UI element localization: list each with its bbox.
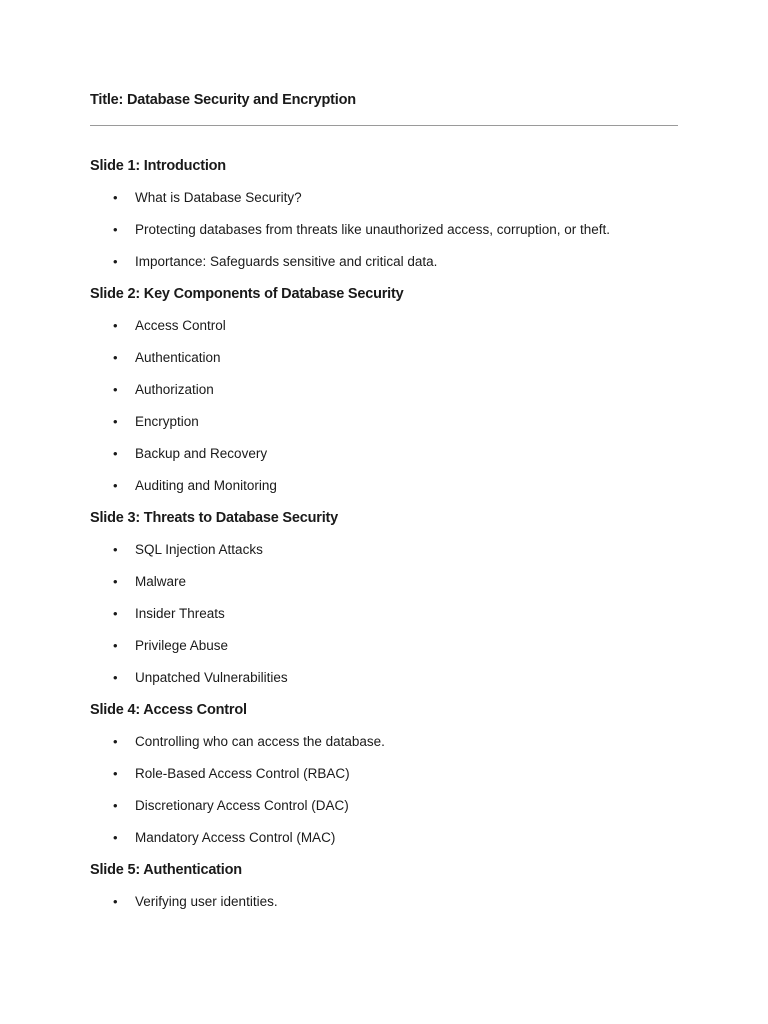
slide-heading: Slide 5: Authentication (90, 862, 242, 878)
slide-heading: Slide 1: Introduction (90, 158, 226, 174)
list-item-text: Protecting databases from threats like unauthorized access, corruption, or theft. (135, 222, 610, 237)
bullet-list (90, 892, 690, 924)
slide-heading: Slide 4: Access Control (90, 702, 247, 718)
bullet-icon: • (113, 254, 118, 269)
list-item-text: What is Database Security? (135, 190, 302, 205)
bullet-icon: • (113, 190, 118, 205)
bullet-icon: • (113, 574, 118, 589)
list-item-text: Auditing and Monitoring (135, 478, 277, 493)
bullet-icon: • (113, 766, 118, 781)
document-title: Title: Database Security and Encryption (90, 92, 356, 108)
list-item (90, 828, 690, 860)
list-item-text: Mandatory Access Control (MAC) (135, 830, 336, 845)
list-item-text: Encryption (135, 414, 199, 429)
list-item (90, 348, 690, 380)
bullet-icon: • (113, 446, 118, 461)
slide-section-2 (90, 284, 690, 508)
list-item-text: Discretionary Access Control (DAC) (135, 798, 349, 813)
list-item (90, 540, 690, 572)
bullet-list (90, 732, 690, 860)
bullet-icon: • (113, 670, 118, 685)
bullet-icon: • (113, 318, 118, 333)
bullet-icon: • (113, 734, 118, 749)
list-item-text: Backup and Recovery (135, 446, 268, 461)
bullet-icon: • (113, 798, 118, 813)
slide-heading: Slide 2: Key Components of Database Security (90, 286, 404, 302)
title-divider (90, 125, 678, 126)
list-item (90, 188, 690, 220)
list-item-text: Verifying user identities. (135, 894, 278, 909)
list-item (90, 380, 690, 412)
list-item-text: Insider Threats (135, 606, 225, 621)
list-item (90, 316, 690, 348)
bullet-icon: • (113, 414, 118, 429)
list-item-text: Unpatched Vulnerabilities (135, 670, 288, 685)
list-item (90, 732, 690, 764)
bullet-icon: • (113, 894, 118, 909)
bullet-list (90, 188, 690, 284)
list-item-text: Authentication (135, 350, 221, 365)
list-item-text: Malware (135, 574, 187, 589)
bullet-icon: • (113, 606, 118, 621)
bullet-list (90, 540, 690, 700)
document-body (90, 156, 690, 924)
list-item-text: Importance: Safeguards sensitive and critical data. (135, 254, 438, 269)
list-item-text: SQL Injection Attacks (135, 542, 263, 557)
list-item-text: Privilege Abuse (135, 638, 229, 653)
list-item (90, 220, 690, 252)
bullet-icon: • (113, 830, 118, 845)
list-item (90, 252, 690, 284)
slide-heading: Slide 3: Threats to Database Security (90, 510, 339, 526)
bullet-icon: • (113, 222, 118, 237)
slide-section-1 (90, 156, 690, 284)
bullet-icon: • (113, 478, 118, 493)
slide-section-3 (90, 508, 690, 700)
list-item (90, 444, 690, 476)
bullet-icon: • (113, 542, 118, 557)
list-item (90, 796, 690, 828)
bullet-list (90, 316, 690, 508)
bullet-icon: • (113, 638, 118, 653)
list-item-text: Controlling who can access the database. (135, 734, 385, 749)
list-item (90, 892, 690, 924)
list-item (90, 412, 690, 444)
list-item-text: Authorization (135, 382, 214, 397)
list-item-text: Role-Based Access Control (RBAC) (135, 766, 350, 781)
list-item (90, 668, 690, 700)
slide-section-4 (90, 700, 690, 860)
list-item (90, 572, 690, 604)
bullet-icon: • (113, 350, 118, 365)
list-item (90, 636, 690, 668)
list-item (90, 476, 690, 508)
list-item (90, 764, 690, 796)
slide-section-5 (90, 860, 690, 924)
bullet-icon: • (113, 382, 118, 397)
list-item-text: Access Control (135, 318, 226, 333)
list-item (90, 604, 690, 636)
